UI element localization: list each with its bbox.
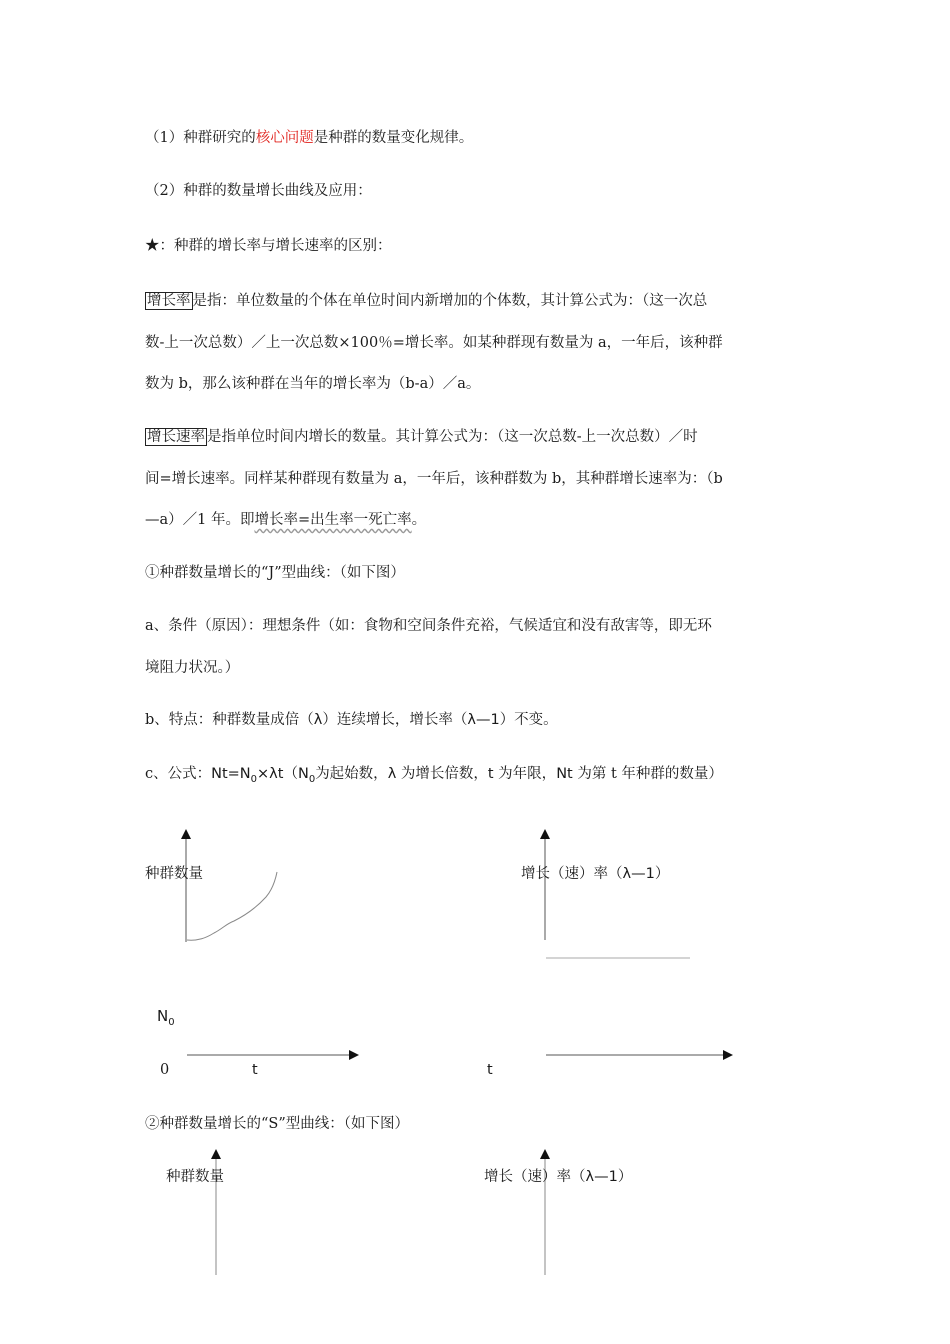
j-right-ylabel: 增长（速）率（λ—1） bbox=[521, 866, 670, 882]
paragraph-formula: c、公式：$Nt=N_0\times\lambda t(N_0$为起始数，λ 为增长倍数，t 为年限，Nt 为第 t 年种群的数量） bbox=[145, 766, 723, 785]
paragraph-core-question: （1）种群研究的核心问题是种群的数量变化规律。 bbox=[145, 130, 474, 146]
j-left-ylabel: 种群数量 bbox=[145, 866, 203, 882]
growth-rate-formula: 增长率=出生率一死亡率 bbox=[254, 512, 412, 528]
formula-nt: $Nt=N_0\times\lambda t$ bbox=[211, 766, 284, 785]
paragraph-condition-line2: 境阻力状况。） bbox=[145, 660, 240, 676]
paragraph-growth-rate-line3: 数为 b，那么该种群在当年的增长率为（b-a）／a。 bbox=[145, 376, 481, 392]
paragraph-growth-curves: （2）种群的数量增长曲线及应用： bbox=[145, 183, 372, 199]
paragraph-j-curve: ①种群数量增长的“J”型曲线：（如下图） bbox=[145, 565, 405, 581]
highlight-core-question: 核心问题 bbox=[255, 130, 314, 146]
paragraph-condition-line1: a、条件（原因）：理想条件（如：食物和空间条件充裕，气候适宜和没有敌害等，即无环 bbox=[145, 618, 712, 634]
j-n0-label: $N_0$ bbox=[157, 1007, 175, 1028]
paragraph-growth-rate-line2: 数-上一次总数）／上一次总数×100％=增长率。如某种群现有数量为 a，一年后，该种群 bbox=[145, 335, 723, 351]
s-left-ylabel: 种群数量 bbox=[166, 1169, 224, 1185]
term-growth-speed: 增长速率 bbox=[147, 429, 205, 445]
j-right-xlabel: t bbox=[487, 1062, 493, 1078]
paragraph-growth-rate-line1: 增长率 是指：单位数量的个体在单位时间内新增加的个体数，其计算公式为：（这一次总 bbox=[147, 293, 708, 309]
paragraph-s-curve: ②种群数量增长的“S”型曲线：（如下图） bbox=[145, 1116, 410, 1132]
j-origin-label: 0 bbox=[160, 1062, 170, 1078]
paragraph-growth-speed-line3: —a）／1 年。即增长率=出生率一死亡率。 bbox=[145, 512, 427, 528]
paragraph-growth-speed-line2: 间=增长速率。同样某种群现有数量为 a，一年后，该种群数为 b，其种群增长速率为：（b bbox=[145, 471, 723, 487]
paragraph-rate-difference: ★：种群的增长率与增长速率的区别： bbox=[145, 238, 392, 254]
paragraph-feature: b、特点：种群数量成倍（λ）连续增长，增长率（λ—1）不变。 bbox=[145, 712, 558, 728]
paragraph-growth-speed-line1: 增长速率 是指单位时间内增长的数量。其计算公式为：（这一次总数-上一次总数）／时 bbox=[147, 429, 698, 445]
s-right-ylabel: 增长（速）率（λ—1） bbox=[484, 1169, 633, 1185]
term-growth-rate: 增长率 bbox=[147, 293, 191, 309]
j-left-xlabel: t bbox=[252, 1062, 258, 1078]
